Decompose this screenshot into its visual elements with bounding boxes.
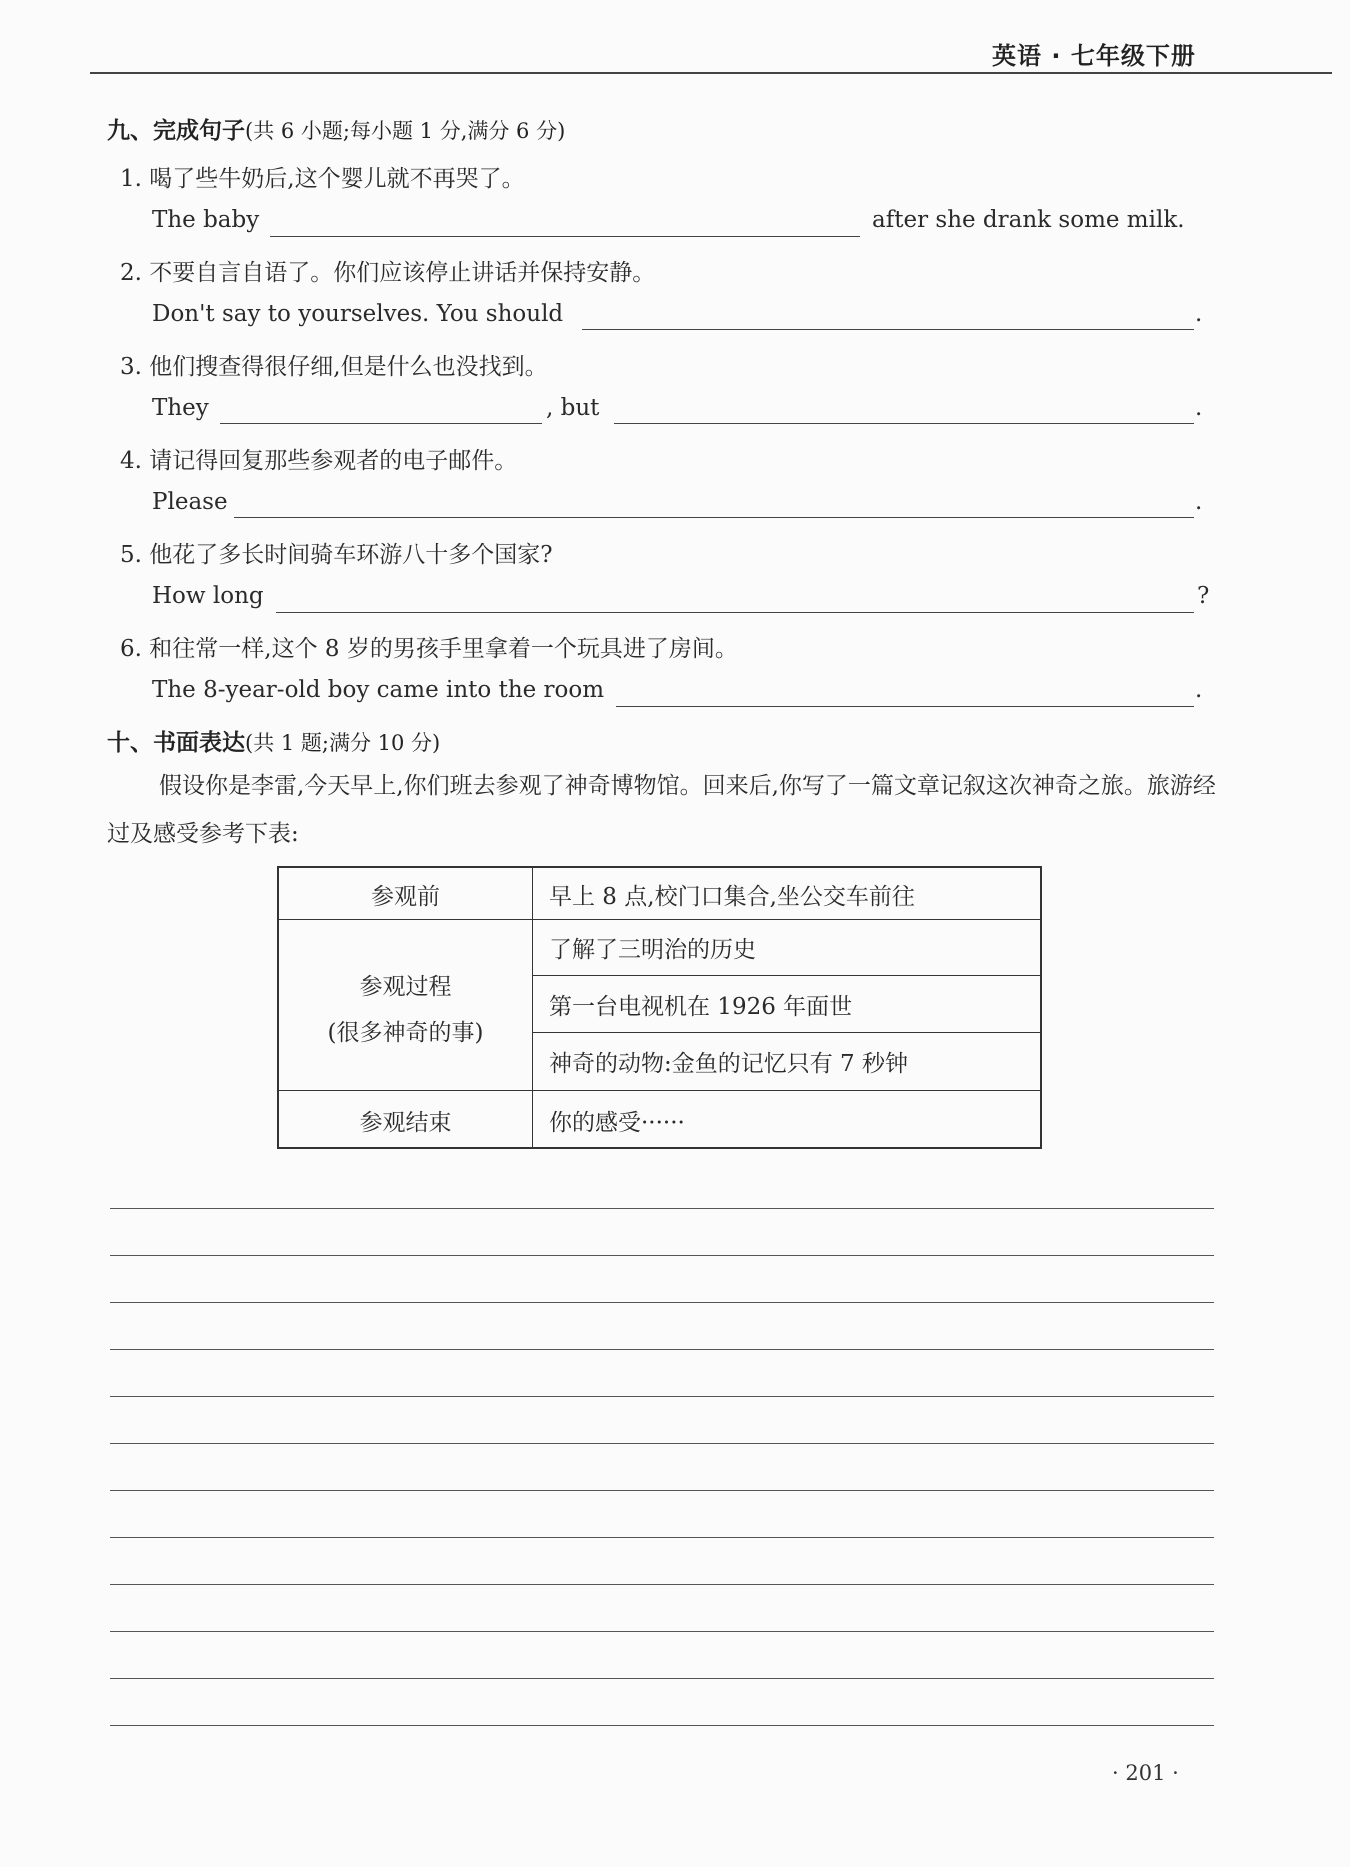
question-3-blank-2[interactable] xyxy=(614,423,1194,424)
writing-line[interactable] xyxy=(110,1396,1214,1397)
writing-line[interactable] xyxy=(110,1725,1214,1726)
table-label-during: 参观过程 xyxy=(359,974,452,1000)
section-9-heading xyxy=(107,112,565,145)
table-column-divider xyxy=(532,868,533,1147)
writing-line[interactable] xyxy=(110,1631,1214,1632)
question-2-prefix: Don't say to yourselves. You should xyxy=(152,301,564,327)
table-item: 第一台电视机在 1926 年面世 xyxy=(549,994,853,1020)
header-rule xyxy=(90,72,1332,74)
table-row-divider xyxy=(532,1032,1040,1033)
question-5-blank[interactable] xyxy=(276,612,1194,613)
question-2-blank[interactable] xyxy=(582,329,1194,330)
question-number: 6. xyxy=(120,636,142,662)
table-item: 早上 8 点,校门口集合,坐公交车前往 xyxy=(549,884,915,910)
writing-line[interactable] xyxy=(110,1678,1214,1679)
table-label-before: 参观前 xyxy=(371,884,440,910)
question-1-blank[interactable] xyxy=(270,236,860,237)
question-1-prefix: The baby xyxy=(152,207,260,233)
page-number: · 201 · xyxy=(1112,1761,1179,1785)
question-text: 他花了多长时间骑车环游八十多个国家? xyxy=(149,542,553,568)
question-5-chinese xyxy=(120,536,553,569)
question-3-chinese xyxy=(120,348,548,381)
writing-line[interactable] xyxy=(110,1537,1214,1538)
writing-line[interactable] xyxy=(110,1584,1214,1585)
question-text: 和往常一样,这个 8 岁的男孩手里拿着一个玩具进了房间。 xyxy=(149,636,738,662)
question-6-blank[interactable] xyxy=(616,706,1194,707)
question-3-middle: , but xyxy=(546,395,600,421)
section-10-note: (共 1 题;满分 10 分) xyxy=(245,731,441,755)
question-1-suffix: after she drank some milk. xyxy=(872,207,1185,233)
question-number: 5. xyxy=(120,542,142,568)
writing-line[interactable] xyxy=(110,1302,1214,1303)
section-9-note: (共 6 小题;每小题 1 分,满分 6 分) xyxy=(245,119,566,143)
table-row-divider xyxy=(279,1090,1040,1091)
question-3-prefix: They xyxy=(152,395,209,421)
question-4-chinese xyxy=(120,442,517,475)
table-item: 了解了三明治的历史 xyxy=(549,937,756,963)
question-4-blank[interactable] xyxy=(234,517,1194,518)
table-label-after: 参观结束 xyxy=(359,1110,452,1136)
writing-line[interactable] xyxy=(110,1255,1214,1256)
writing-prompt: 假设你是李雷,今天早上,你们班去参观了神奇博物馆。回来后,你写了一篇文章记叙这次神奇之旅。旅游经过及感受参考下表: xyxy=(107,773,1216,847)
question-5-prefix: How long xyxy=(152,583,264,609)
section-9-title: 九、完成句子 xyxy=(107,118,245,144)
table-label-during-note: (很多神奇的事) xyxy=(327,1020,484,1046)
question-5-suffix: ? xyxy=(1197,583,1210,609)
question-number: 3. xyxy=(120,354,142,380)
question-6-prefix: The 8-year-old boy came into the room xyxy=(152,677,605,703)
question-text: 请记得回复那些参观者的电子邮件。 xyxy=(149,448,518,474)
question-number: 1. xyxy=(120,166,142,192)
question-3-suffix: . xyxy=(1195,395,1203,421)
table-row-divider xyxy=(532,975,1040,976)
question-1-chinese xyxy=(120,160,525,193)
question-3-blank-1[interactable] xyxy=(220,423,542,424)
question-2-suffix: . xyxy=(1195,301,1203,327)
question-text: 喝了些牛奶后,这个婴儿就不再哭了。 xyxy=(149,166,525,192)
question-number: 4. xyxy=(120,448,142,474)
question-6-suffix: . xyxy=(1195,677,1203,703)
table-item: 你的感受······ xyxy=(549,1110,685,1136)
question-6-chinese xyxy=(120,630,738,663)
question-4-prefix: Please xyxy=(152,489,228,515)
section-10-heading xyxy=(107,724,440,757)
question-2-chinese xyxy=(120,254,655,287)
question-4-suffix: . xyxy=(1195,489,1203,515)
writing-line[interactable] xyxy=(110,1349,1214,1350)
table-row-divider xyxy=(279,919,1040,920)
writing-line[interactable] xyxy=(110,1208,1214,1209)
reference-table xyxy=(277,866,1042,1149)
book-title: 英语 · 七年级下册 xyxy=(992,42,1196,70)
table-item: 神奇的动物:金鱼的记忆只有 7 秒钟 xyxy=(549,1051,909,1077)
question-text: 他们搜查得很仔细,但是什么也没找到。 xyxy=(149,354,548,380)
writing-line[interactable] xyxy=(110,1490,1214,1491)
question-text: 不要自言自语了。你们应该停止讲话并保持安静。 xyxy=(149,260,656,286)
question-number: 2. xyxy=(120,260,142,286)
section-10-title: 十、书面表达 xyxy=(107,730,245,756)
writing-line[interactable] xyxy=(110,1443,1214,1444)
